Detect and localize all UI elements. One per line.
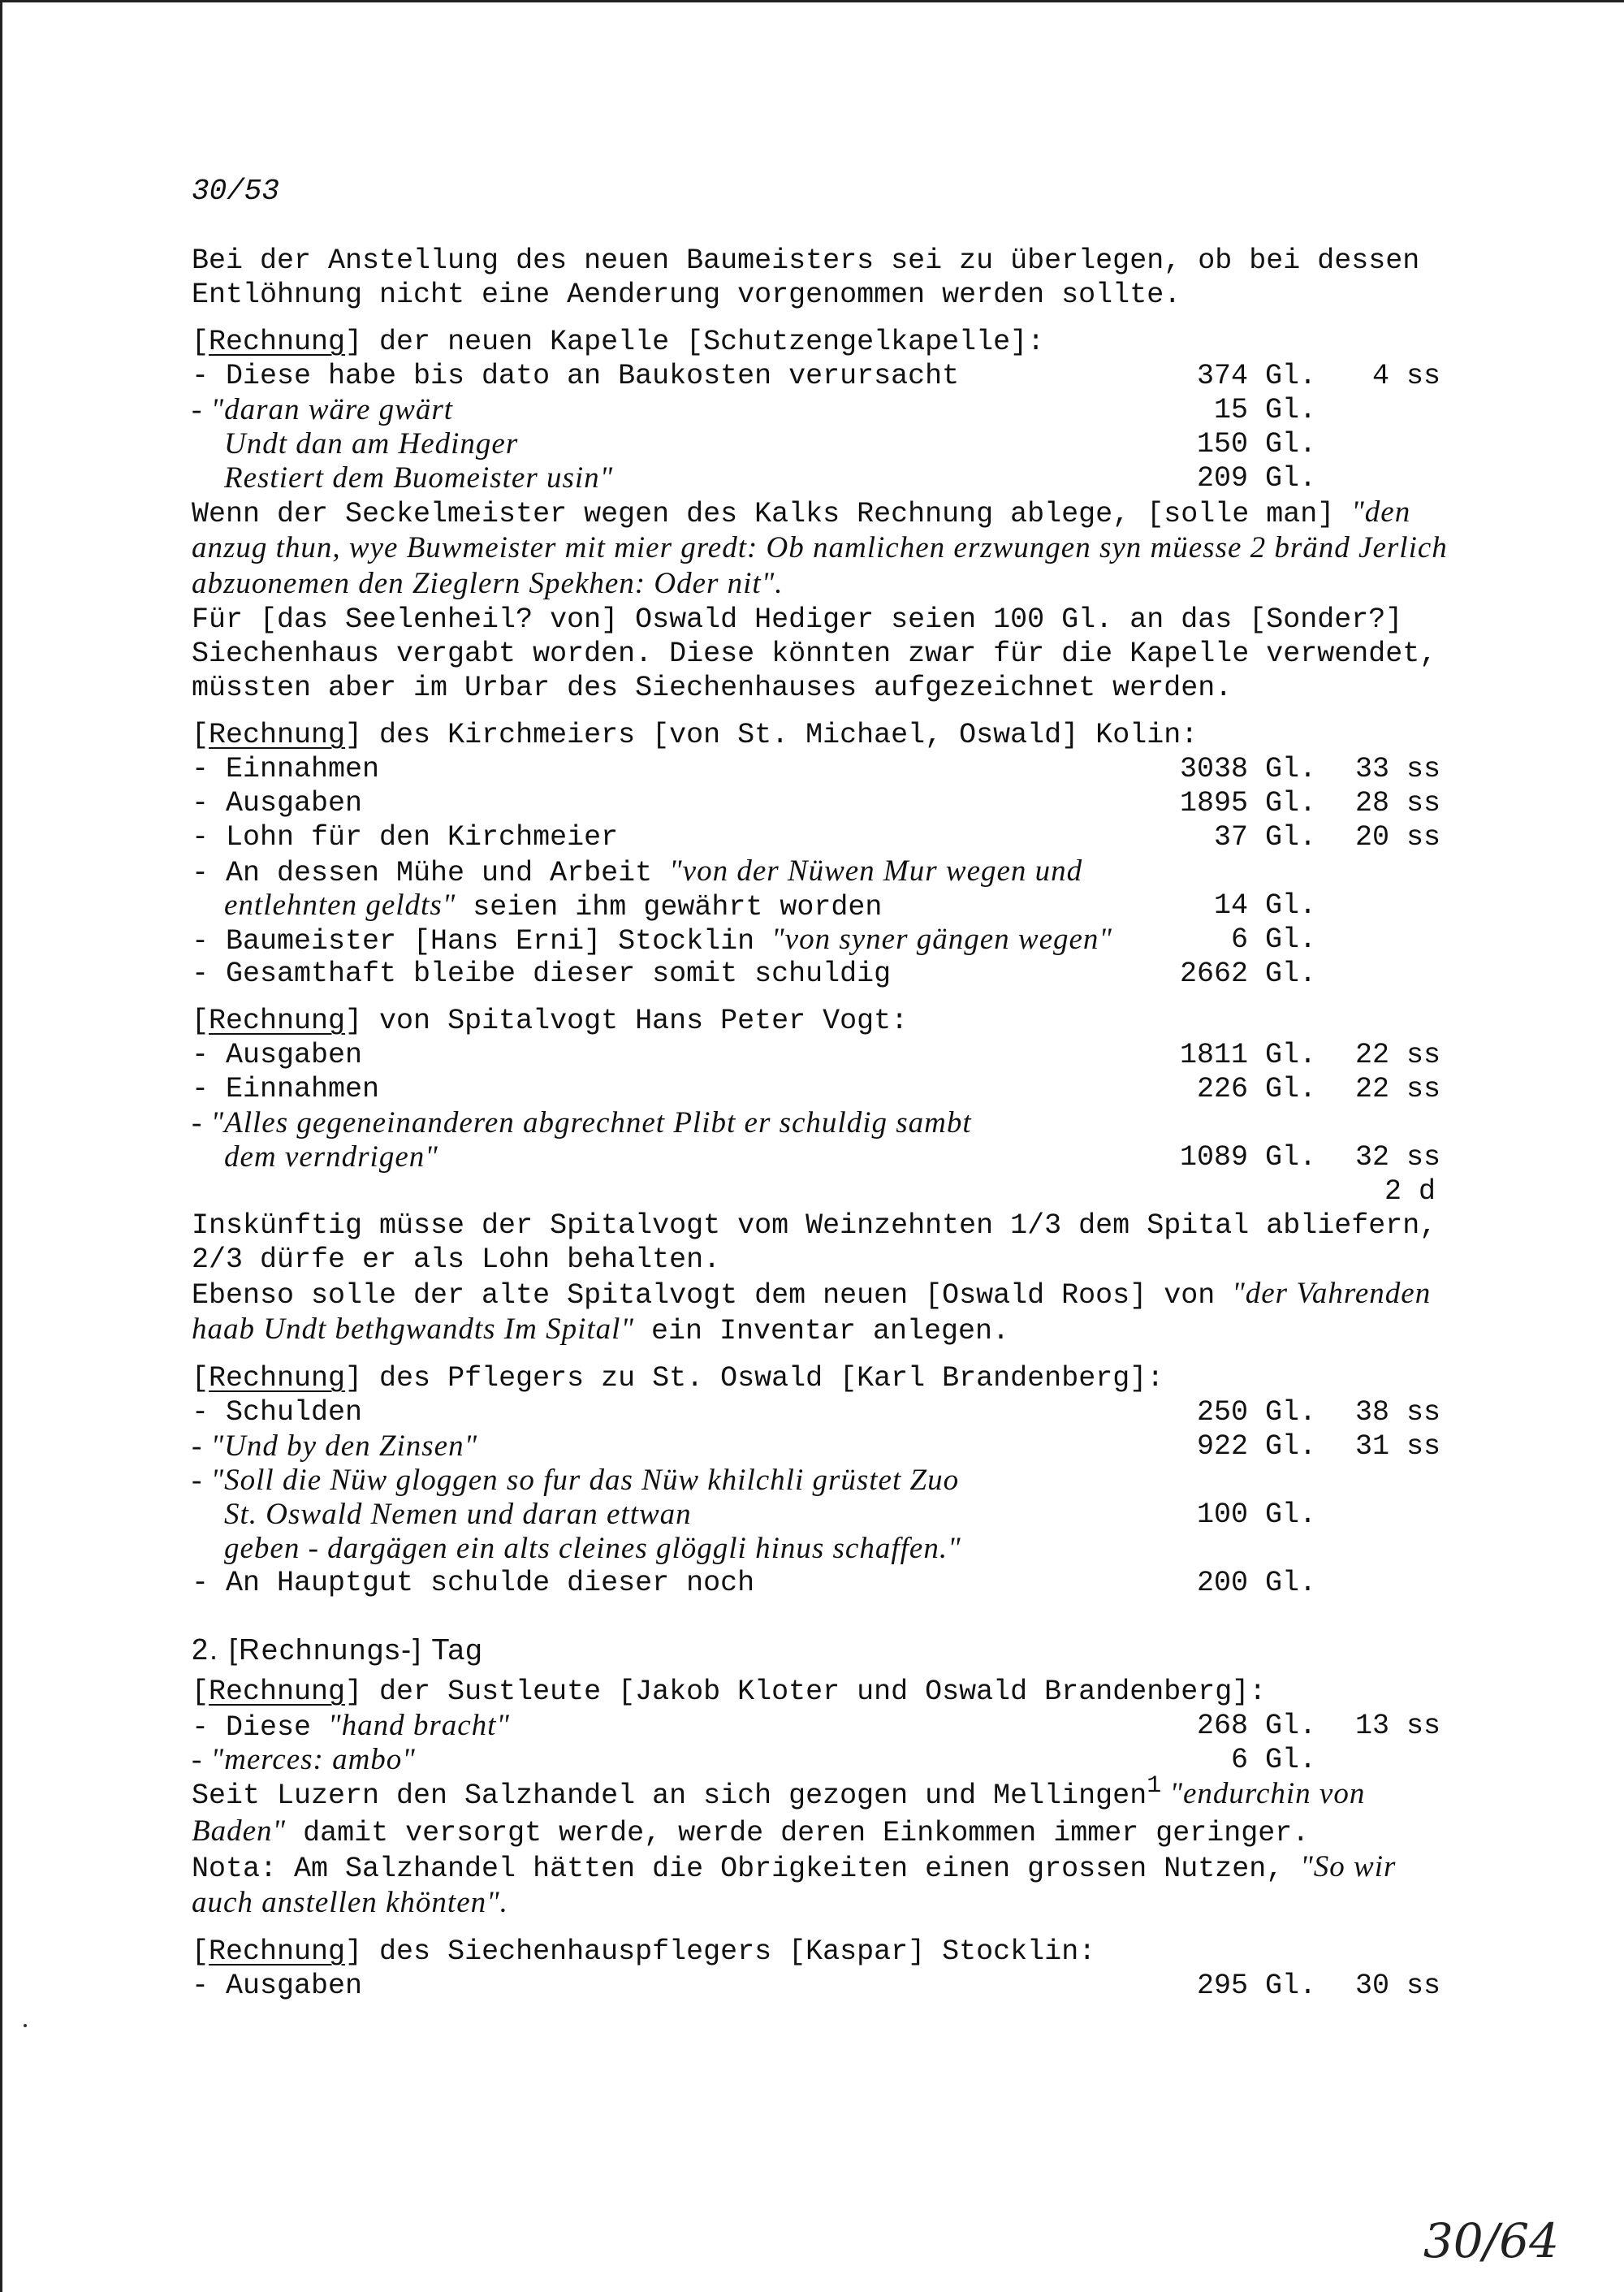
rechnung-label: Rechnung (209, 326, 346, 358)
section-spitalvogt (192, 1004, 1458, 1348)
section-kirchmeier (192, 718, 1458, 991)
ledger-row: - Diese "hand bracht" 268 Gl. 13 ss (192, 1709, 1440, 1744)
ledger-row: - Einnahmen 3038 Gl. 33 ss (192, 753, 1440, 785)
weinzehnten-paragraph: Inskünftig müsse der Spitalvogt vom Weinzehnten 1/3 dem Spital abliefern, 2/3 dürfe er als Lohn behalten. (192, 1209, 1437, 1276)
ledger-row: - An Hauptgut schulde dieser noch 200 Gl. (192, 1567, 1316, 1599)
section-heading: [Rechnung] des Kirchmeiers [von St. Michael, Oswald] Kolin: (192, 719, 1199, 751)
rechnung-label: Rechnung (209, 1005, 346, 1037)
section-heading: [Rechnung] des Siechenhauspflegers [Kaspar] Stocklin: (192, 1935, 1096, 1968)
rechnung-label: Rechnung (209, 1362, 346, 1395)
section-kapelle (192, 325, 1458, 705)
ledger-row: - Gesamthaft bleibe dieser somit schuldig 2662 Gl. (192, 958, 1316, 990)
ledger-row: - Diese habe bis dato an Baukosten verursacht 374 Gl. 4 ss (192, 360, 1440, 392)
ledger-row: - Baumeister [Hans Erni] Stocklin "von syner gängen wegen" 6 Gl. (192, 923, 1316, 958)
rechnung-label: Rechnung (209, 719, 346, 751)
ledger-row: geben - dargägen ein alts cleines glöggli hinus schaffen." (224, 1532, 961, 1565)
salzhandel-paragraph: Seit Luzern den Salzhandel an sich gezogen und Mellingen$^1$ "endurchin von Baden" damit versorgt werde, werde deren Einkommen immer geringer. (192, 1772, 1366, 1849)
ledger-row: - Schulden 250 Gl. 38 ss (192, 1396, 1440, 1429)
section-heading: [Rechnung] von Spitalvogt Hans Peter Vogt: (192, 1005, 909, 1037)
section-pfleger-oswald (192, 1361, 1458, 1600)
nota-paragraph: Nota: Am Salzhandel hätten die Obrigkeiten einen grossen Nutzen, "So wir auch anstellen khönten". (192, 1850, 1397, 1919)
ledger-row: entlehnten geldts" seien ihm gewährt worden 14 Gl. (224, 889, 1316, 923)
ledger-row: Restiert dem Buomeister usin" 209 Gl. (224, 461, 1316, 495)
section-heading: [Rechnung] der neuen Kapelle [Schutzengelkapelle]: (192, 326, 1045, 358)
rechnung-label: Rechnung (209, 1935, 346, 1968)
ledger-row: Undt dan am Hedinger 150 Gl. (224, 427, 1316, 461)
page-number-top: 30/53 (192, 175, 280, 208)
section-heading: [Rechnung] der Sustleute [Jakob Kloter und Oswald Brandenberg]: (192, 1676, 1267, 1708)
page-number-bottom-handwritten: 30/64 (1423, 2213, 1559, 2268)
section-siechenhaus (192, 1935, 1458, 2003)
ledger-row: - Ausgaben 1895 Gl. 28 ss (192, 787, 1440, 819)
scan-speck (24, 2024, 27, 2027)
day-two-heading: 2. [Rechnungs-] Tag (192, 1633, 484, 1666)
inventar-paragraph: Ebenso solle der alte Spitalvogt dem neuen [Oswald Roos] von "der Vahrenden haab Undt bethgwandts Im Spital" ein Inventar anlegen. (192, 1277, 1432, 1347)
ledger-row: dem verndrigen" 1089 Gl. 32 ss (224, 1140, 1440, 1174)
kalk-paragraph: Wenn der Seckelmeister wegen des Kalks Rechnung ablege, [solle man] "den anzug thun, wye Buwmeister mit mier gredt: Ob namlichen erzwungen syn müesse 2 bränd Jerlich abzuonemen den Zieglern Spekhen: Oder nit". (192, 495, 1448, 600)
ledger-row: - "Soll die Nüw gloggen so fur das Nüw khilchli grüstet Zuo (192, 1464, 960, 1497)
intro-paragraph: Bei der Anstellung des neuen Baumeisters sei zu überlegen, ob bei dessen Entlöhnung nicht eine Aenderung vorgenommen werden sollte. (192, 244, 1420, 311)
ledger-row: - "daran wäre gwärt 15 Gl. (192, 393, 1316, 426)
document-body (192, 244, 1458, 2003)
top-border (2, 0, 1624, 2)
ledger-row: - "Alles gegeneinanderen abgrechnet Plibt er schuldig sambt (192, 1106, 972, 1140)
ledger-row: 2 d (1384, 1175, 1436, 1208)
seelenheil-paragraph: Für [das Seelenheil? von] Oswald Hediger seien 100 Gl. an das [Sonder?] Siechenhaus vergabt worden. Diese könnten zwar für die Kapelle verwendet, müssten aber im Urbar des Siechenhauses aufgezeichnet werden. (192, 603, 1437, 704)
ledger-row: - Ausgaben 1811 Gl. 22 ss (192, 1039, 1440, 1071)
section-heading: [Rechnung] des Pflegers zu St. Oswald [Karl Brandenberg]: (192, 1362, 1164, 1395)
rechnung-label: Rechnung (209, 1676, 346, 1708)
ledger-row: - Ausgaben 295 Gl. 30 ss (192, 1970, 1440, 2002)
section-sustleute (192, 1675, 1458, 1922)
ledger-row: - Lohn für den Kirchmeier 37 Gl. 20 ss (192, 821, 1440, 854)
ledger-row: St. Oswald Nemen und daran ettwan 100 Gl. (224, 1498, 1316, 1531)
ledger-row: - "Und by den Zinsen" 922 Gl. 31 ss (192, 1429, 1440, 1463)
ledger-row: - An dessen Mühe und Arbeit "von der Nüwen Mur wegen und (192, 854, 1083, 889)
footnote-marker: 1 (1147, 1772, 1162, 1800)
ledger-row: - "merces: ambo" 6 Gl. (192, 1743, 1316, 1776)
ledger-row: - Einnahmen 226 Gl. 22 ss (192, 1073, 1440, 1105)
